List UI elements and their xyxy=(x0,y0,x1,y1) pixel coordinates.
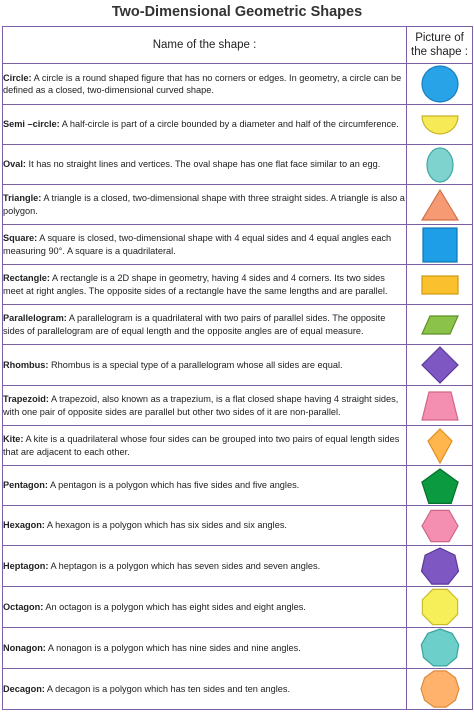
octagon-icon xyxy=(420,587,460,627)
shape-description: It has no straight lines and vertices. The oval shape has one flat face similar to an egg. xyxy=(28,159,381,170)
pentagon-icon xyxy=(420,467,460,505)
shape-name: Semi –circle: xyxy=(3,119,60,130)
header-picture-column: Picture of the shape : xyxy=(407,27,473,64)
shape-description: A square is closed, two-dimensional shape with 4 equal sides and 4 equal angles each measuring 90°. A square is a quadrilateral. xyxy=(3,233,392,256)
table-row xyxy=(3,265,473,305)
shape-name: Oval: xyxy=(3,159,26,170)
shape-description-cell xyxy=(3,669,407,710)
shape-picture-cell xyxy=(407,185,473,225)
shape-picture-cell xyxy=(407,345,473,386)
shape-picture-cell xyxy=(407,145,473,185)
table-row xyxy=(3,345,473,386)
shape-picture-cell xyxy=(407,669,473,710)
shape-description-cell xyxy=(3,386,407,426)
table-row xyxy=(3,386,473,426)
shape-description: A circle is a round shaped figure that has no corners or edges. In geometry, a circle can be defined as a closed, two-dimensional curved shape. xyxy=(3,72,402,95)
shape-name: Octagon: xyxy=(3,601,44,612)
table-row xyxy=(3,105,473,145)
table-row xyxy=(3,587,473,628)
shape-name: Trapezoid: xyxy=(3,394,49,405)
shape-description: A kite is a quadrilateral whose four sides can be grouped into two pairs of equal length sides that are adjacent to each other. xyxy=(3,434,400,457)
shape-picture-cell xyxy=(407,64,473,105)
decagon-icon xyxy=(420,669,460,709)
table-row xyxy=(3,305,473,345)
table-row xyxy=(3,64,473,105)
shape-name: Decagon: xyxy=(3,683,45,694)
shape-description: A pentagon is a polygon which has five sides and five angles. xyxy=(49,480,300,491)
shape-description: A hexagon is a polygon which has six sides and six angles. xyxy=(46,520,287,531)
shape-description-cell xyxy=(3,225,407,265)
shape-name: Pentagon: xyxy=(3,480,48,491)
shape-name: Square: xyxy=(3,233,38,244)
table-row xyxy=(3,628,473,669)
shape-description: A trapezoid, also known as a trapezium, is a flat closed shape having 4 straight sides, with one pair of opposite sides are parallel but other two sides of it are non-parallel. xyxy=(3,394,399,417)
semicircle-icon xyxy=(420,113,460,137)
nonagon-icon xyxy=(420,628,460,668)
shape-picture-cell xyxy=(407,386,473,426)
shape-picture-cell xyxy=(407,587,473,628)
shape-picture-cell xyxy=(407,426,473,466)
shape-picture-cell xyxy=(407,466,473,506)
header-name-column: Name of the shape : xyxy=(3,27,407,64)
triangle-icon xyxy=(420,188,460,222)
table-row xyxy=(3,185,473,225)
shape-description-cell xyxy=(3,105,407,145)
heptagon-icon xyxy=(420,546,460,586)
shape-name: Nonagon: xyxy=(3,642,46,653)
shape-description: A triangle is a closed, two-dimensional shape with three straight sides. A triangle is also a polygon. xyxy=(3,193,405,216)
shape-description-cell xyxy=(3,628,407,669)
shape-picture-cell xyxy=(407,628,473,669)
table-header-row xyxy=(3,27,473,64)
circle-icon xyxy=(420,64,460,104)
table-row xyxy=(3,426,473,466)
table-row xyxy=(3,669,473,710)
table-row xyxy=(3,145,473,185)
shape-name: Rhombus: xyxy=(3,359,49,370)
table-row xyxy=(3,506,473,546)
shape-name: Rectangle: xyxy=(3,273,50,284)
shape-description: A rectangle is a 2D shape in geometry, having 4 sides and 4 corners. Its two sides meet at right angles. The opposite sides of a rectangle have the same lengths and are parallel. xyxy=(3,273,388,296)
shape-name: Parallelogram: xyxy=(3,313,67,324)
shape-name: Circle: xyxy=(3,72,32,83)
shape-description: A nonagon is a polygon which has nine sides and nine angles. xyxy=(47,642,301,653)
shape-description-cell xyxy=(3,185,407,225)
shape-name: Triangle: xyxy=(3,193,42,204)
hexagon-icon xyxy=(420,508,460,544)
shape-description: A parallelogram is a quadrilateral with two pairs of parallel sides. The opposite sides of parallelogram are of equal length and the opposite angles are of equal measure. xyxy=(3,313,386,336)
shape-description-cell xyxy=(3,506,407,546)
rectangle-icon xyxy=(420,274,460,296)
shape-description: A decagon is a polygon which has ten sides and ten angles. xyxy=(46,683,291,694)
shape-description-cell xyxy=(3,466,407,506)
shape-description: Rhombus is a special type of a parallelogram whose all sides are equal. xyxy=(50,359,343,370)
shape-description-cell xyxy=(3,145,407,185)
table-row xyxy=(3,466,473,506)
shape-name: Heptagon: xyxy=(3,560,49,571)
shapes-table xyxy=(2,26,473,710)
kite-icon xyxy=(425,427,455,465)
table-row xyxy=(3,546,473,587)
shape-description-cell xyxy=(3,426,407,466)
square-icon xyxy=(421,226,459,264)
table-row xyxy=(3,225,473,265)
shape-name: Hexagon: xyxy=(3,520,45,531)
page-title: Two-Dimensional Geometric Shapes xyxy=(111,4,363,20)
shape-description-cell xyxy=(3,546,407,587)
shape-description-cell xyxy=(3,345,407,386)
shape-description: A heptagon is a polygon which has seven sides and seven angles. xyxy=(50,560,321,571)
shape-picture-cell xyxy=(407,546,473,587)
shape-description-cell xyxy=(3,587,407,628)
parallelogram-icon xyxy=(420,314,460,336)
shape-picture-cell xyxy=(407,305,473,345)
shape-description-cell xyxy=(3,305,407,345)
shape-picture-cell xyxy=(407,265,473,305)
shape-name: Kite: xyxy=(3,434,24,445)
shape-description: A half-circle is part of a circle bounded by a diameter and half of the circumference. xyxy=(61,119,399,130)
shape-description: An octagon is a polygon which has eight sides and eight angles. xyxy=(45,601,306,612)
rhombus-icon xyxy=(420,345,460,385)
shape-picture-cell xyxy=(407,105,473,145)
shape-picture-cell xyxy=(407,225,473,265)
shape-description-cell xyxy=(3,64,407,105)
trapezoid-icon xyxy=(420,390,460,422)
oval-icon xyxy=(424,146,456,184)
shape-description-cell xyxy=(3,265,407,305)
shape-picture-cell xyxy=(407,506,473,546)
